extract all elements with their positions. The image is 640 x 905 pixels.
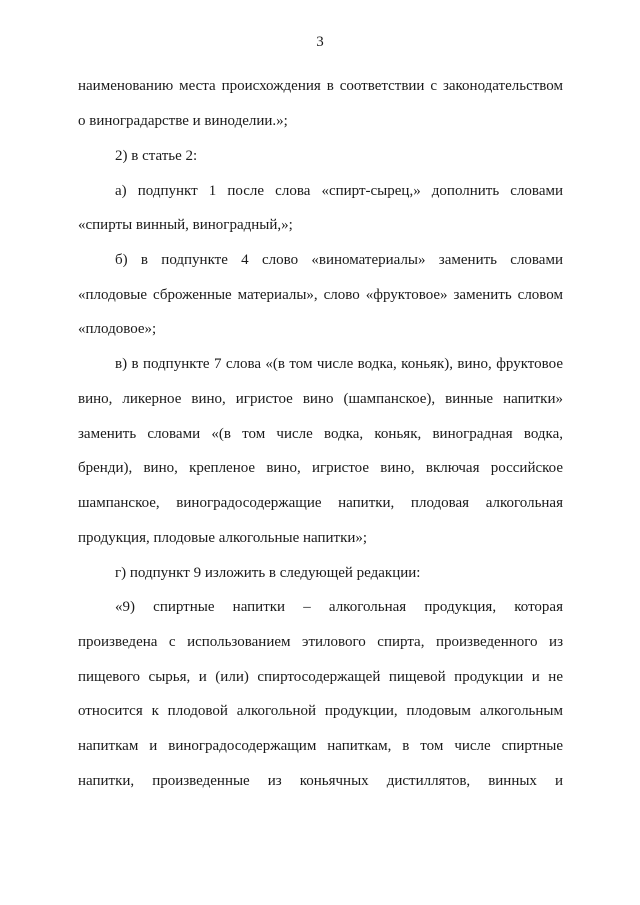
text-line: относится к плодовой алкогольной продукции, плодовым алкогольным	[78, 703, 563, 719]
text-line: о виноградарстве и виноделии.»;	[78, 113, 288, 129]
text-line: продукция, плодовые алкогольные напитки»;	[78, 530, 368, 546]
text-line: произведена с использованием этилового спирта, произведенного из	[78, 634, 563, 650]
text-line: г) подпункт 9 изложить в следующей редакции:	[115, 565, 421, 581]
text-line: бренди), вино, крепленое вино, игристое вино, включая российское	[78, 460, 563, 476]
text-line: напиткам и виноградосодержащим напиткам, в том числе спиртные	[78, 738, 563, 754]
text-line: наименованию места происхождения в соответствии с законодательством	[78, 78, 563, 94]
text-line: «9) спиртные напитки – алкогольная продукция, которая	[115, 599, 563, 615]
text-line: «плодовые сброженные материалы», слово «фруктовое» заменить словом	[78, 287, 563, 303]
text-line: в) в подпункте 7 слова «(в том числе водка, коньяк), вино, фруктовое	[115, 356, 563, 372]
text-line: а) подпункт 1 после слова «спирт-сырец,» дополнить словами	[115, 183, 563, 199]
text-line: пищевого сырья, и (или) спиртосодержащей пищевой продукции и не	[78, 669, 563, 685]
text-line: вино, ликерное вино, игристое вино (шампанское), винные напитки»	[78, 391, 563, 407]
text-line: 2) в статье 2:	[115, 148, 198, 164]
text-line: заменить словами «(в том числе водка, коньяк, виноградная водка,	[78, 426, 563, 442]
text-line: напитки, произведенные из коньячных дистиллятов, винных и	[78, 773, 563, 789]
text-line: б) в подпункте 4 слово «виноматериалы» заменить словами	[115, 252, 563, 268]
page-number: 3	[316, 34, 324, 50]
text-line: «плодовое»;	[78, 321, 157, 337]
text-line: «спирты винный, виноградный,»;	[78, 217, 293, 233]
text-line: шампанское, виноградосодержащие напитки, плодовая алкогольная	[78, 495, 563, 511]
